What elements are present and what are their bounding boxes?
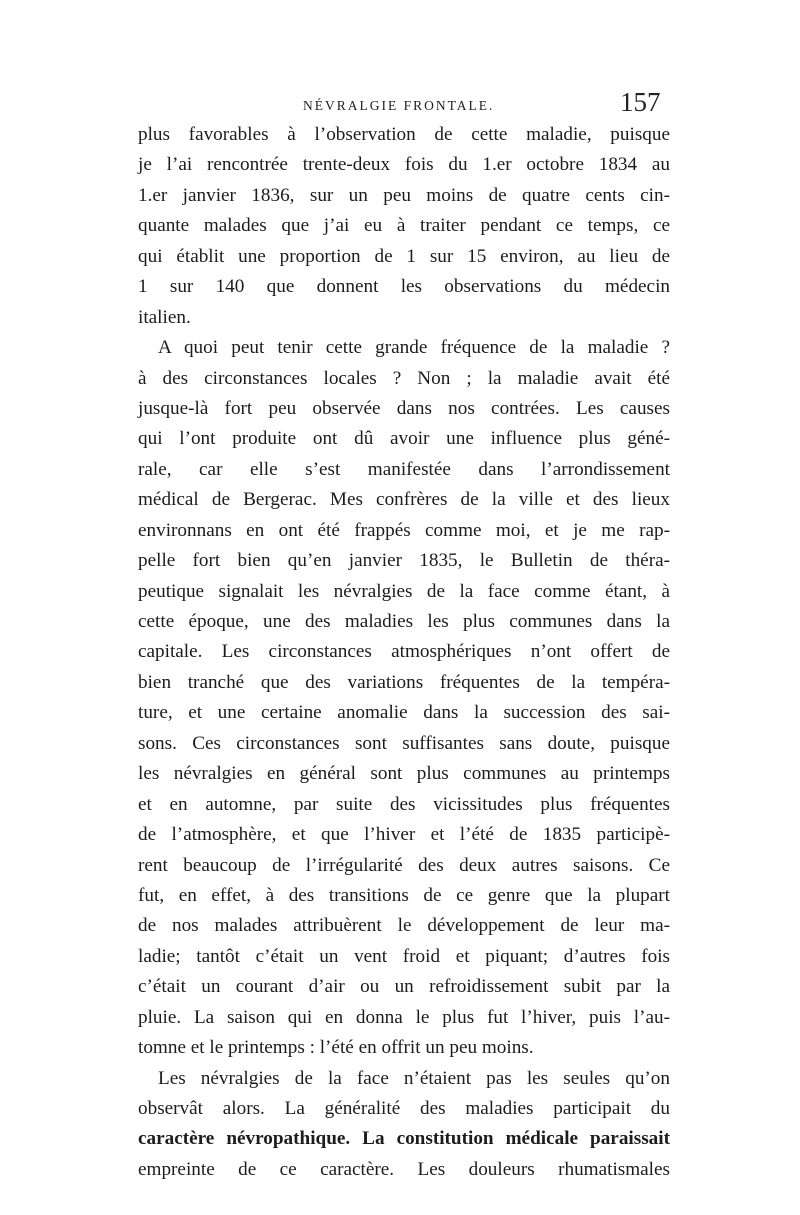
text-line: capitale. Les circonstances atmosphériques n’ont offert de (138, 641, 670, 663)
page-number: 157 (620, 87, 661, 117)
text-line: plus favorables à l’observation de cette maladie, puisque (138, 124, 670, 145)
running-title: NÉVRALGIE FRONTALE. (303, 98, 495, 113)
text-line: médical de Bergerac. Mes confrères de la ville et des lieux (138, 489, 670, 511)
text-line: pluie. La saison qui en donna le plus fut l’hiver, puis l’au- (138, 1006, 670, 1028)
text-line: 1 sur 140 que donnent les observations du médecin (138, 276, 670, 298)
body-text (138, 120, 670, 1185)
text-line: italien. (138, 306, 191, 328)
text-line: bien tranché que des variations fréquentes de la tempéra- (138, 671, 670, 693)
text-line: de nos malades attribuèrent le développement de leur ma- (138, 915, 670, 937)
text-line: tomne et le printemps : l’été en offrit un peu moins. (138, 1037, 534, 1059)
text-line: 1.er janvier 1836, sur un peu moins de quatre cents cin- (138, 184, 670, 206)
text-line: quante malades que j’ai eu à traiter pendant ce temps, ce (138, 215, 670, 237)
text-line: environnans en ont été frappés comme moi, et je me rap- (138, 519, 670, 541)
text-line: jusque-là fort peu observée dans nos contrées. Les causes (138, 397, 670, 419)
text-line: ture, et une certaine anomalie dans la succession des sai- (138, 702, 670, 724)
text-line: fut, en effet, à des transitions de ce genre que la plupart (138, 884, 670, 906)
text-line: je l’ai rencontrée trente-deux fois du 1.er octobre 1834 au (138, 154, 670, 176)
text-line: qui établit une proportion de 1 sur 15 environ, au lieu de (138, 245, 670, 267)
text-line: c’était un courant d’air ou un refroidissement subit par la (138, 976, 670, 998)
text-line: les névralgies en général sont plus communes au printemps (138, 763, 670, 785)
text-line: peutique signalait les névralgies de la face comme étant, à (138, 580, 670, 602)
text-line: sons. Ces circonstances sont suffisantes sans doute, puisque (138, 732, 670, 754)
text-line: à des circonstances locales ? Non ; la maladie avait été (138, 367, 670, 389)
text-line: empreinte de ce caractère. Les douleurs rhumatismales (138, 1158, 670, 1180)
text-line: pelle fort bien qu’en janvier 1835, le Bulletin de théra- (138, 550, 670, 572)
text-line: rent beaucoup de l’irrégularité des deux autres saisons. Ce (138, 854, 670, 876)
text-line: et en automne, par suite des vicissitudes plus fréquentes (138, 793, 670, 815)
text-line: qui l’ont produite ont dû avoir une influence plus géné- (138, 428, 670, 450)
text-line: rale, car elle s’est manifestée dans l’arrondissement (138, 458, 670, 480)
text-line: observât alors. La généralité des maladies participait du (138, 1098, 670, 1119)
text-line: cette époque, une des maladies les plus communes dans la (138, 611, 670, 632)
text-line: A quoi peut tenir cette grande fréquence de la maladie ? (158, 337, 670, 359)
text-line: caractère névropathique. La constitution médicale paraissait (138, 1128, 670, 1150)
text-line: de l’atmosphère, et que l’hiver et l’été de 1835 participè- (138, 824, 670, 846)
text-line: ladie; tantôt c’était un vent froid et piquant; d’autres fois (138, 945, 670, 967)
text-line: Les névralgies de la face n’étaient pas les seules qu’on (158, 1067, 670, 1089)
